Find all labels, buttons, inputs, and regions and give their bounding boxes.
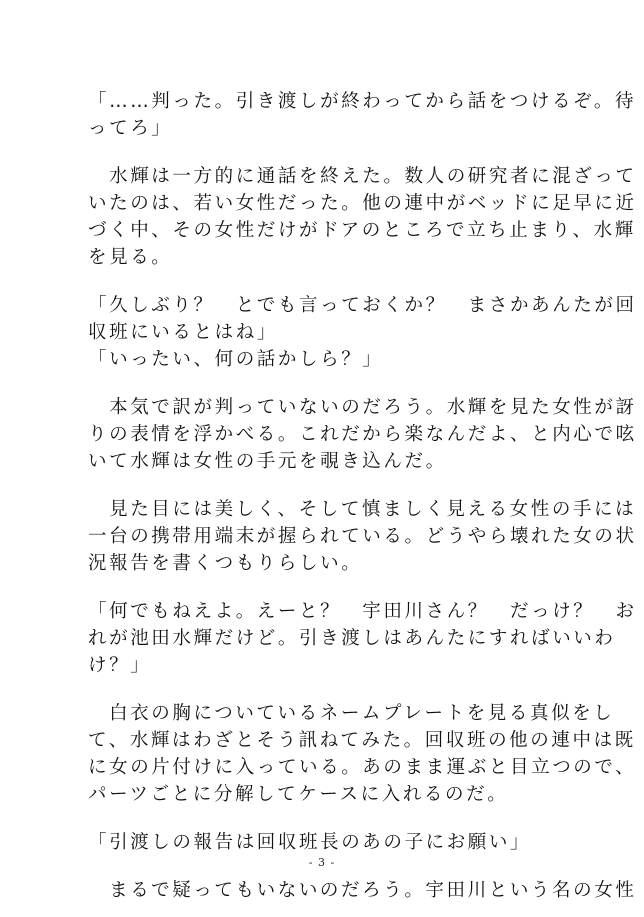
text-line: づく中、その女性だけがドアのところで立ち止まり、水輝 <box>88 220 636 241</box>
text-line: れが池田水輝だけど。引き渡しはあんたにすればいいわ <box>88 628 616 649</box>
text-line: に女の片付けに入っている。あのまま運ぶと目立つので、 <box>88 757 637 778</box>
paragraph <box>88 394 637 475</box>
paragraph <box>88 88 637 142</box>
text-line: 一台の携帯用端末が握られている。どうやら壊れた女の状 <box>88 526 637 547</box>
paragraph-gap <box>88 808 568 829</box>
body-text <box>88 88 637 904</box>
text-line: を見る。 <box>88 247 173 268</box>
text-line: ってろ」 <box>88 118 173 139</box>
paragraph <box>88 829 568 856</box>
paragraph <box>88 292 637 373</box>
text-line: いたのは、若い女性だった。他の連中がベッドに足早に近 <box>88 193 637 214</box>
text-line: 況報告を書くつもりらしい。 <box>88 553 363 574</box>
paragraph-gap <box>88 475 568 496</box>
paragraph <box>88 598 637 679</box>
text-line: 「引渡しの報告は回収班長のあの子にお願い」 <box>88 832 532 853</box>
paragraph-gap <box>88 679 568 700</box>
paragraph-gap <box>88 271 568 292</box>
text-line: て、水輝はわざとそう訊ねてみた。回収班の他の連中は既 <box>88 730 636 751</box>
text-line: 「何でもねえよ。えーと？ 宇田川さん？ だっけ？ お <box>88 601 637 622</box>
text-line: 見た目には美しく、そして慎ましく見える女性の手には <box>88 499 637 520</box>
paragraph <box>88 163 637 271</box>
text-line: け？」 <box>88 655 152 676</box>
paragraph <box>88 877 637 904</box>
text-line: 水輝は一方的に通話を終えた。数人の研究者に混ざって <box>88 166 637 187</box>
text-line: 収班にいるとはね」 <box>88 322 278 343</box>
text-line: 「いったい、何の話かしら？」 <box>88 349 384 370</box>
paragraph-gap <box>88 142 568 163</box>
text-line: 「久しぶり？ とでも言っておくか？ まさかあんたが回 <box>88 295 637 316</box>
text-line: いて水輝は女性の手元を覗き込んだ。 <box>88 451 447 472</box>
text-line: 本気で訳が判っていないのだろう。水輝を見た女性が訝 <box>88 397 637 418</box>
text-line: りの表情を浮かべる。これだから楽なんだよ、と内心で呟 <box>88 424 637 445</box>
text-line: パーツごとに分解してケースに入れるのだ。 <box>88 784 509 805</box>
page-number: - 3 - <box>308 856 336 869</box>
paragraph <box>88 496 637 577</box>
text-line: まるで疑ってもいないのだろう。宇田川という名の女性 <box>88 880 637 901</box>
paragraph-gap <box>88 373 568 394</box>
text-line: 白衣の胸についているネームプレートを見る真似をし <box>88 703 615 724</box>
text-line: 「……判った。引き渡しが終わってから話をつけるぞ。待 <box>88 91 637 112</box>
paragraph-gap <box>88 577 568 598</box>
paragraph <box>88 700 637 808</box>
